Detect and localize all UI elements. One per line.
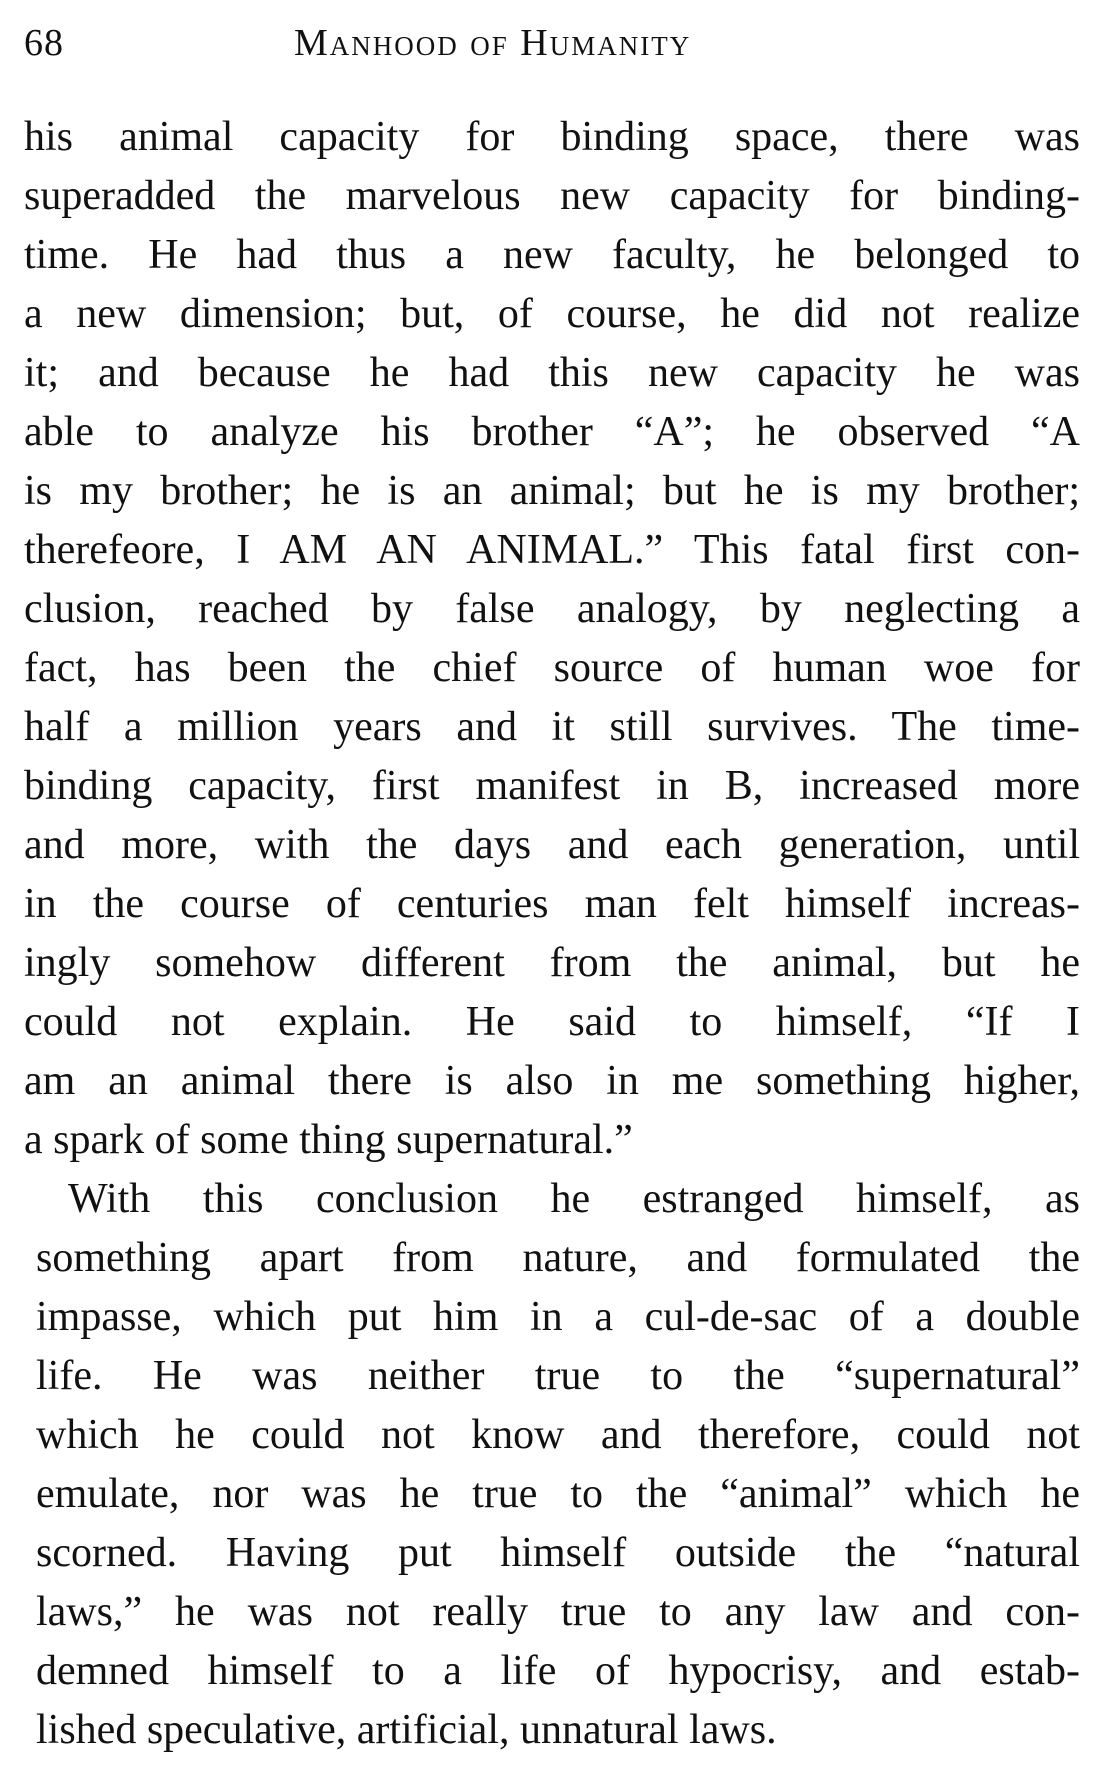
paragraph-2 (36, 1170, 1080, 1760)
text-line: scorned. Having put himself outside the “natural (36, 1530, 1080, 1576)
text-line: superadded the marvelous new capacity for binding- (24, 173, 1080, 219)
text-line: ingly somehow different from the animal, but he (24, 940, 1080, 986)
text-line: in the course of centuries man felt himself increas- (24, 881, 1080, 927)
text-line: his animal capacity for binding space, there was (24, 114, 1080, 160)
text-line: laws,” he was not really true to any law and con- (36, 1589, 1080, 1635)
text-line: lished speculative, artificial, unnatural laws. (36, 1707, 777, 1753)
text-line: could not explain. He said to himself, “If I (24, 999, 1080, 1045)
text-line: am an animal there is also in me something higher, (24, 1058, 1080, 1104)
page-number: 68 (24, 22, 64, 64)
text-line: demned himself to a life of hypocrisy, and estab- (36, 1648, 1080, 1694)
text-line: impasse, which put him in a cul-de-sac of a double (36, 1294, 1080, 1340)
text-line: something apart from nature, and formulated the (36, 1235, 1080, 1281)
text-line: binding capacity, first manifest in B, increased more (24, 763, 1080, 809)
paragraph-1 (24, 108, 1080, 1170)
text-line: is my brother; he is an animal; but he is my brother; (24, 468, 1080, 514)
text-line: therefeore, I AM AN ANIMAL.” This fatal first con- (24, 527, 1080, 573)
text-line: it; and because he had this new capacity he was (24, 350, 1080, 396)
text-line: emulate, nor was he true to the “animal” which he (36, 1471, 1080, 1517)
text-line: With this conclusion he estranged himself, as (68, 1176, 1080, 1222)
text-line: half a million years and it still survives. The time- (24, 704, 1080, 750)
body-text (24, 108, 1080, 1760)
text-line: able to analyze his brother “A”; he observed “A (24, 409, 1080, 455)
text-line: time. He had thus a new faculty, he belonged to (24, 232, 1080, 278)
text-line: fact, has been the chief source of human woe for (24, 645, 1080, 691)
book-title: Manhood of Humanity (294, 22, 692, 64)
text-line: a new dimension; but, of course, he did not realize (24, 291, 1080, 337)
text-line: which he could not know and therefore, could not (36, 1412, 1080, 1458)
running-head (24, 18, 1084, 68)
text-line: clusion, reached by false analogy, by neglecting a (24, 586, 1080, 632)
text-line: and more, with the days and each generation, until (24, 822, 1080, 868)
text-line: life. He was neither true to the “supernatural” (36, 1353, 1080, 1399)
text-line: a spark of some thing supernatural.” (24, 1117, 633, 1163)
